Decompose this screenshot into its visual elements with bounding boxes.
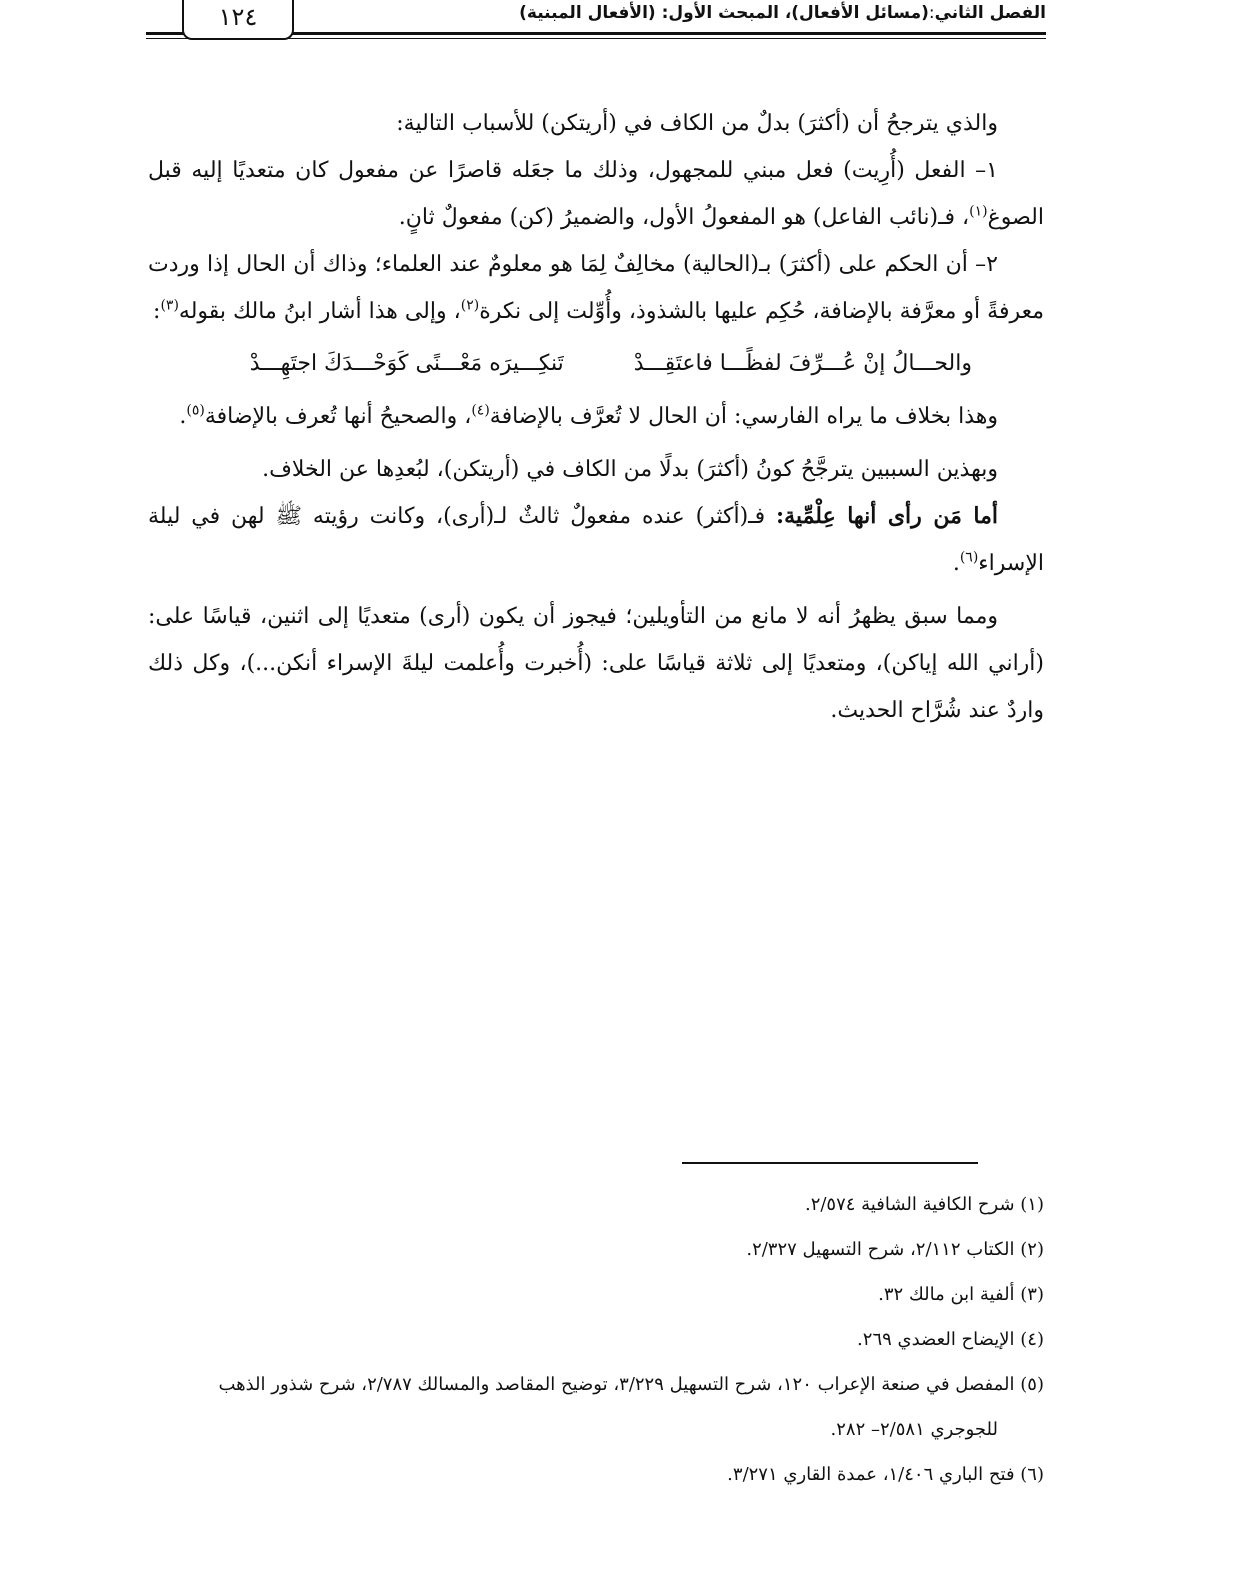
footnote-separator	[682, 1162, 978, 1164]
paragraph-4-text-a: وهذا بخلاف ما يراه الفارسي: أن الحال لا تُعرَّف بالإضافة	[489, 404, 998, 429]
footnote-3: (٣) ألفية ابن مالك ٣٢.	[878, 1284, 1044, 1305]
footnote-ref-2[interactable]: (٢)	[460, 297, 480, 314]
footnote-6: (٦) فتح الباري ١/٤٠٦، عمدة القاري ٣/٢٧١.	[727, 1464, 1044, 1485]
footnotes	[148, 1182, 1044, 1497]
footnote-ref-6[interactable]: (٦)	[959, 549, 979, 566]
paragraph-6-bold-lead: أما مَن رأى أنها عِلْمِّية:	[776, 503, 998, 529]
paragraph-5: وبهذين السببين يترجَّحُ كونُ (أكثرَ) بدلًا من الكاف في (أريتكن)، لبُعدِها عن الخلاف.	[262, 457, 998, 482]
poetry-verse	[148, 337, 1044, 391]
paragraph-3-text-a: ٢– أن الحكم على (أكثرَ) بـ(الحالية) مخالِفٌ لِمَا هو معلومٌ عند العلماء؛ وذاك أن الحال إذا وردت معرفةً أو معرَّفة بالإضافة، حُكِم عليها بالشذوذ، وأُوِّلت إلى نكرة	[148, 252, 1044, 324]
paragraph-6-text-b: .	[952, 551, 960, 576]
verse-first-hemistich: والحـــالُ إنْ عُـــرِّفَ لفظًـــا فاعتَقِـــدْ	[633, 351, 972, 376]
paragraph-2	[148, 147, 1044, 241]
paragraph-4	[148, 393, 1044, 440]
footnote-4: (٤) الإيضاح العضدي ٢٦٩.	[857, 1329, 1044, 1350]
footnote-5	[148, 1362, 1044, 1452]
footnote-1: (١) شرح الكافية الشافية ٢/٥٧٤.	[804, 1194, 1044, 1215]
paragraph-3	[148, 241, 1044, 335]
verse-second-hemistich: تَنكِـــيرَه مَعْـــنًى كَوَحْـــدَكَ اجتَهِـــدْ	[249, 351, 564, 376]
footnote-ref-4[interactable]: (٤)	[471, 402, 490, 419]
footnote-ref-1[interactable]: (١)	[969, 203, 988, 220]
page-header	[146, 0, 1046, 44]
paragraph-6	[148, 493, 1044, 587]
page-number-text: ١٢٤	[218, 3, 258, 31]
paragraph-4-text-b: ، والصحيحُ أنها تُعرف بالإضافة	[204, 404, 472, 429]
paragraph-6-text-a: فـ(أكثر) عنده مفعولٌ ثالثٌ لـ(أرى)، وكانت رؤيته ﷺ لهن في ليلة الإسراء	[148, 504, 1044, 576]
paragraph-3-text-c: :	[153, 299, 161, 324]
footnote-2: (٢) الكتاب ٢/١١٢، شرح التسهيل ٢/٣٢٧.	[746, 1239, 1044, 1260]
running-head-section: (مسائل الأفعال)، المبحث الأول: (الأفعال المبنية)	[519, 3, 929, 23]
running-head-chapter: الفصل الثاني	[934, 3, 1046, 23]
footnote-5-line-2: للجوجري ٢/٥٨١– ٢٨٢.	[830, 1419, 998, 1440]
paragraph-2-text-b: ، فـ(نائب الفاعل) هو المفعولُ الأول، والضميرُ (كن) مفعولٌ ثانٍ.	[398, 205, 970, 230]
footnote-ref-5[interactable]: (٥)	[186, 402, 205, 419]
paragraph-2-text-a: ١– الفعل (أُرِيت) فعل مبني للمجهول، وذلك ما جعَله قاصرًا عن مفعول كان متعديًا إليه قبل الصوغ	[148, 158, 1044, 230]
paragraph-3-text-b: ، وإلى هذا أشار ابنُ مالك بقوله	[178, 299, 461, 324]
footnote-ref-3[interactable]: (٣)	[160, 297, 179, 314]
paragraph-1: والذي يترجحُ أن (أكثرَ) بدلٌ من الكاف في (أريتكن) للأسباب التالية:	[396, 111, 998, 136]
paragraph-7: ومما سبق يظهرُ أنه لا مانع من التأويلين؛ فيجوز أن يكون (أرى) متعديًا إلى اثنين، قياسًا على: (أراني الله إياكن)، ومتعديًا إلى ثلاثة قياسًا على: (أُخبرت وأُعلمت ليلةَ الإسراء أنكن...)، وكل ذلك واردٌ عند شُرَّاح الحديث.	[148, 604, 1044, 723]
page-number	[182, 0, 294, 40]
main-text	[148, 100, 1044, 734]
footnote-5-line-1: (٥) المفصل في صنعة الإعراب ١٢٠، شرح التسهيل ٣/٢٢٩، توضيح المقاصد والمسالك ٢/٧٨٧، شرح شذور الذهب	[218, 1374, 1044, 1395]
running-head: الفصل الثاني:(مسائل الأفعال)، المبحث الأول: (الأفعال المبنية)	[519, 3, 1046, 23]
paragraph-4-text-c: .	[179, 404, 187, 429]
